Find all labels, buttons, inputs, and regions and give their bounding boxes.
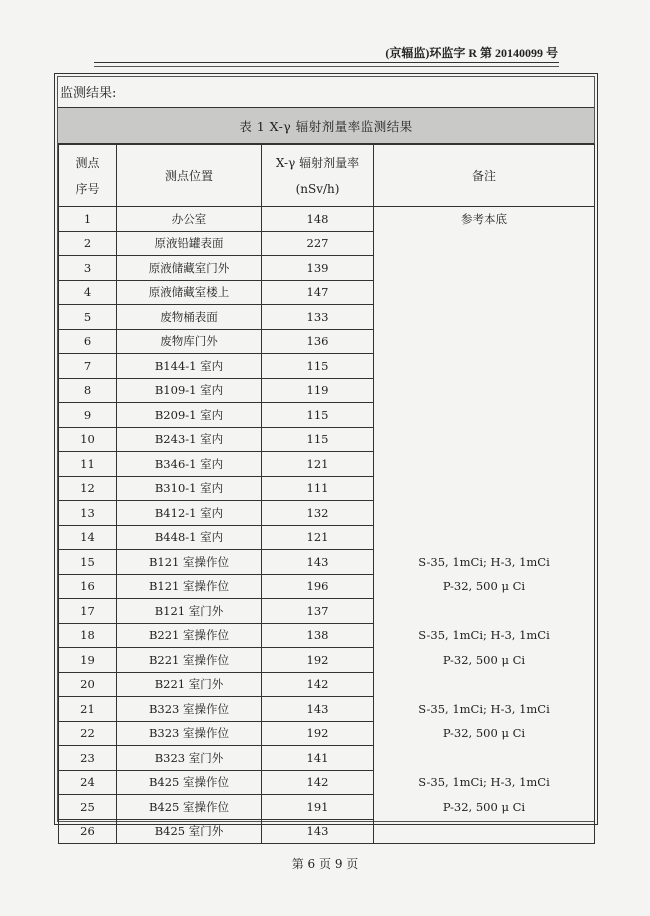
cell-location: B323 室门外 (117, 746, 262, 771)
cell-remark (374, 354, 595, 379)
table-row (59, 329, 595, 354)
table-row (59, 305, 595, 330)
table-row (59, 231, 595, 256)
cell-dose-rate: 196 (262, 574, 374, 599)
table-row (59, 819, 595, 844)
cell-dose-rate: 138 (262, 623, 374, 648)
cell-remark (374, 280, 595, 305)
table-row (59, 207, 595, 232)
header-rule-secondary (94, 66, 559, 67)
cell-point-number: 21 (59, 697, 117, 722)
cell-location: B209-1 室内 (117, 403, 262, 428)
header-remark: 备注 (374, 145, 595, 207)
table-row (59, 354, 595, 379)
cell-location: B425 室操作位 (117, 795, 262, 820)
cell-point-number: 19 (59, 648, 117, 673)
table-row (59, 550, 595, 575)
cell-point-number: 8 (59, 378, 117, 403)
cell-location: 废物桶表面 (117, 305, 262, 330)
cell-dose-rate: 147 (262, 280, 374, 305)
header-location: 测点位置 (117, 145, 262, 207)
table-header-row (59, 145, 595, 207)
cell-dose-rate: 142 (262, 770, 374, 795)
cell-point-number: 5 (59, 305, 117, 330)
cell-remark (374, 476, 595, 501)
cell-dose-rate: 115 (262, 427, 374, 452)
table-row (59, 452, 595, 477)
header-dose-rate (262, 145, 374, 207)
cell-dose-rate: 143 (262, 550, 374, 575)
cell-point-number: 23 (59, 746, 117, 771)
cell-remark: P-32, 500 μ Ci (374, 648, 595, 673)
cell-location: 废物库门外 (117, 329, 262, 354)
cell-location: 原液储藏室门外 (117, 256, 262, 281)
cell-dose-rate: 142 (262, 672, 374, 697)
cell-point-number: 1 (59, 207, 117, 232)
cell-dose-rate: 111 (262, 476, 374, 501)
table-row (59, 256, 595, 281)
cell-remark: S-35, 1mCi; H-3, 1mCi (374, 770, 595, 795)
table-row (59, 672, 595, 697)
cell-remark (374, 329, 595, 354)
table-row (59, 697, 595, 722)
cell-location: B221 室操作位 (117, 623, 262, 648)
cell-remark (374, 672, 595, 697)
cell-point-number: 13 (59, 501, 117, 526)
cell-dose-rate: 119 (262, 378, 374, 403)
cell-point-number: 20 (59, 672, 117, 697)
cell-location: B221 室门外 (117, 672, 262, 697)
header-dose-rate-unit: (nSv/h) (295, 181, 340, 196)
cell-point-number: 4 (59, 280, 117, 305)
cell-point-number: 6 (59, 329, 117, 354)
cell-dose-rate: 132 (262, 501, 374, 526)
cell-dose-rate: 136 (262, 329, 374, 354)
header-point-number-line1: 测点 (75, 155, 100, 170)
header-dose-rate-line1: X-γ 辐射剂量率 (275, 155, 360, 170)
cell-location: B323 室操作位 (117, 721, 262, 746)
cell-remark (374, 378, 595, 403)
cell-location: 办公室 (117, 207, 262, 232)
table-row (59, 795, 595, 820)
header-rule (94, 62, 559, 63)
cell-dose-rate: 121 (262, 452, 374, 477)
cell-location: B221 室操作位 (117, 648, 262, 673)
cell-remark: S-35, 1mCi; H-3, 1mCi (374, 550, 595, 575)
cell-location: 原液储藏室楼上 (117, 280, 262, 305)
cell-point-number: 26 (59, 819, 117, 844)
cell-location: B121 室门外 (117, 599, 262, 624)
cell-dose-rate: 141 (262, 746, 374, 771)
table-row (59, 501, 595, 526)
cell-remark: 参考本底 (374, 207, 595, 232)
cell-point-number: 11 (59, 452, 117, 477)
table-row (59, 770, 595, 795)
cell-remark (374, 452, 595, 477)
cell-remark (374, 819, 595, 844)
cell-location: B425 室门外 (117, 819, 262, 844)
cell-point-number: 25 (59, 795, 117, 820)
cell-point-number: 3 (59, 256, 117, 281)
cell-dose-rate: 115 (262, 354, 374, 379)
cell-location: B425 室操作位 (117, 770, 262, 795)
table-row (59, 574, 595, 599)
cell-point-number: 14 (59, 525, 117, 550)
cell-remark (374, 427, 595, 452)
cell-dose-rate: 148 (262, 207, 374, 232)
table-row (59, 476, 595, 501)
cell-remark: P-32, 500 μ Ci (374, 574, 595, 599)
cell-point-number: 2 (59, 231, 117, 256)
table-row (59, 746, 595, 771)
cell-location: B243-1 室内 (117, 427, 262, 452)
monitoring-results-table (58, 144, 595, 844)
cell-remark (374, 599, 595, 624)
table-row (59, 378, 595, 403)
cell-remark (374, 403, 595, 428)
cell-remark (374, 501, 595, 526)
cell-remark: S-35, 1mCi; H-3, 1mCi (374, 623, 595, 648)
table-row (59, 280, 595, 305)
cell-point-number: 7 (59, 354, 117, 379)
cell-remark (374, 231, 595, 256)
cell-remark (374, 256, 595, 281)
cell-location: B310-1 室内 (117, 476, 262, 501)
cell-dose-rate: 191 (262, 795, 374, 820)
header-point-number (59, 145, 117, 207)
cell-location: B121 室操作位 (117, 574, 262, 599)
table-row (59, 427, 595, 452)
table-row (59, 648, 595, 673)
cell-dose-rate: 192 (262, 721, 374, 746)
cell-remark: P-32, 500 μ Ci (374, 721, 595, 746)
cell-location: B346-1 室内 (117, 452, 262, 477)
table-row (59, 403, 595, 428)
cell-dose-rate: 139 (262, 256, 374, 281)
cell-remark (374, 525, 595, 550)
cell-remark (374, 746, 595, 771)
cell-point-number: 24 (59, 770, 117, 795)
cell-point-number: 15 (59, 550, 117, 575)
cell-dose-rate: 143 (262, 697, 374, 722)
table-row (59, 599, 595, 624)
header-point-number-line2: 序号 (75, 181, 100, 196)
cell-dose-rate: 115 (262, 403, 374, 428)
cell-point-number: 9 (59, 403, 117, 428)
cell-location: 原液铅罐表面 (117, 231, 262, 256)
cell-dose-rate: 143 (262, 819, 374, 844)
table-row (59, 623, 595, 648)
cell-remark: S-35, 1mCi; H-3, 1mCi (374, 697, 595, 722)
cell-point-number: 12 (59, 476, 117, 501)
cell-location: B448-1 室内 (117, 525, 262, 550)
section-label: 监测结果: (60, 86, 117, 101)
cell-dose-rate: 121 (262, 525, 374, 550)
cell-location: B144-1 室内 (117, 354, 262, 379)
cell-dose-rate: 227 (262, 231, 374, 256)
cell-remark: P-32, 500 μ Ci (374, 795, 595, 820)
cell-location: B109-1 室内 (117, 378, 262, 403)
cell-location: B412-1 室内 (117, 501, 262, 526)
cell-point-number: 10 (59, 427, 117, 452)
table-row (59, 525, 595, 550)
cell-dose-rate: 137 (262, 599, 374, 624)
cell-point-number: 18 (59, 623, 117, 648)
cell-remark (374, 305, 595, 330)
cell-dose-rate: 192 (262, 648, 374, 673)
cell-location: B121 室操作位 (117, 550, 262, 575)
page-number: 第 6 页 9 页 (291, 857, 359, 871)
cell-point-number: 16 (59, 574, 117, 599)
cell-point-number: 22 (59, 721, 117, 746)
document-reference-number: (京辐监)环监字 R 第 20140099 号 (385, 46, 558, 60)
table-row (59, 721, 595, 746)
cell-point-number: 17 (59, 599, 117, 624)
table-title: 表 1 X-γ 辐射剂量率监测结果 (58, 107, 594, 144)
cell-dose-rate: 133 (262, 305, 374, 330)
cell-location: B323 室操作位 (117, 697, 262, 722)
